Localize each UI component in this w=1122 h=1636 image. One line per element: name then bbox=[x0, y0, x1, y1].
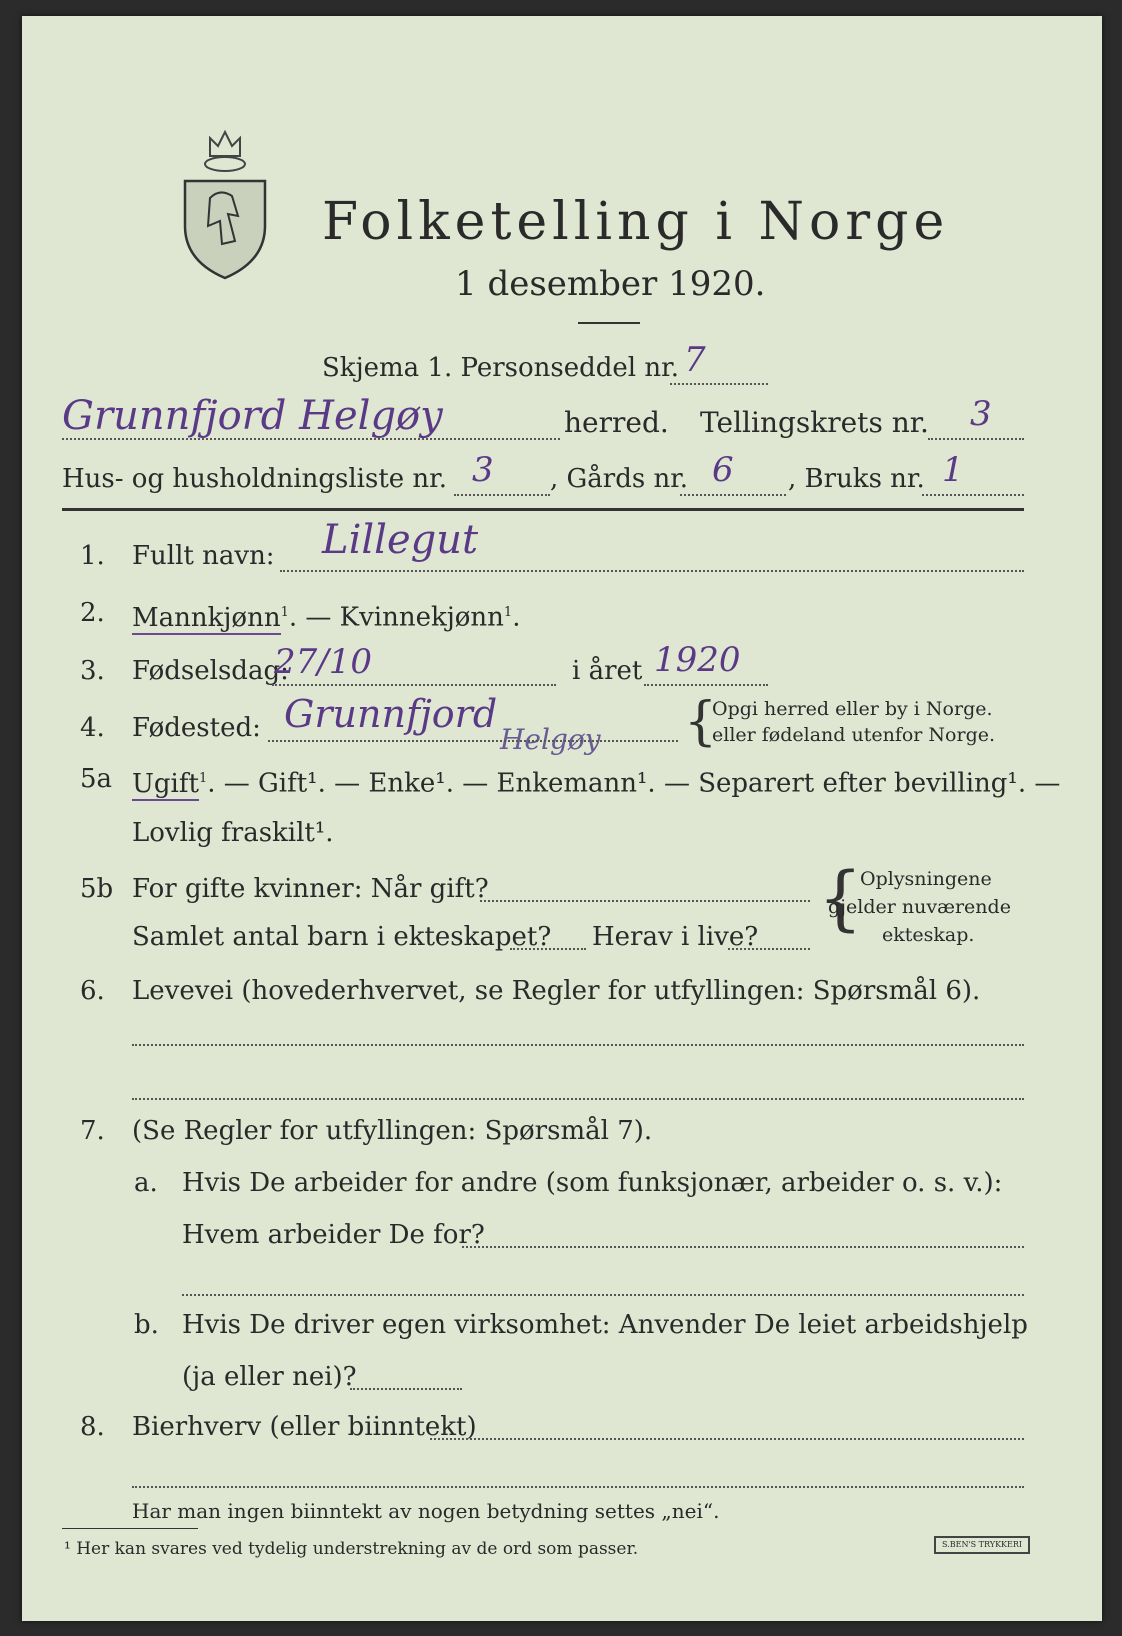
q5a-options[interactable]: Ugift$^1$. — Gift¹. — Enke¹. — Enkemann¹. — Separert efter bevilling¹. — bbox=[132, 768, 1061, 799]
q5b-note-2: gjelder nuværende bbox=[828, 896, 1011, 918]
q8-note: Har man ingen biinntekt av nogen betydning settes „nei“. bbox=[132, 1499, 720, 1523]
q5a-number: 5a bbox=[80, 764, 113, 794]
birth-year-field[interactable] bbox=[644, 684, 768, 686]
q7b-number: b. bbox=[134, 1310, 159, 1340]
tellingskrets-nr-value[interactable]: 3 bbox=[970, 394, 992, 434]
occupation-field-2[interactable] bbox=[132, 1098, 1024, 1100]
gards-nr-field[interactable] bbox=[680, 494, 786, 496]
birthplace-value[interactable]: Grunnfjord bbox=[284, 692, 498, 736]
side-income-field[interactable] bbox=[430, 1438, 1024, 1440]
q1-number: 1. bbox=[80, 541, 105, 571]
printer-stamp: S.BEN'S TRYKKERI bbox=[934, 1536, 1030, 1554]
hus-label: Hus- og husholdningsliste nr. bbox=[62, 464, 448, 494]
occupation-field-1[interactable] bbox=[132, 1044, 1024, 1046]
footnote-divider bbox=[62, 1528, 198, 1529]
birthdate-value[interactable]: 27/10 bbox=[274, 642, 372, 682]
herred-label: herred. bbox=[564, 406, 669, 439]
employer-field-2[interactable] bbox=[182, 1294, 1024, 1296]
q7b-label-2: (ja eller nei)? bbox=[182, 1362, 357, 1392]
title-divider bbox=[578, 322, 640, 324]
norway-coat-of-arms-icon bbox=[180, 126, 270, 281]
q6-label: Levevei (hovederhvervet, se Regler for utfyllingen: Spørsmål 6). bbox=[132, 976, 981, 1006]
q7-label: (Se Regler for utfyllingen: Spørsmål 7). bbox=[132, 1116, 653, 1146]
birth-year-value[interactable]: 1920 bbox=[654, 640, 741, 680]
census-form-page bbox=[22, 16, 1102, 1621]
q5a-line-2[interactable]: Lovlig fraskilt¹. bbox=[132, 818, 334, 848]
form-subtitle: 1 desember 1920. bbox=[455, 264, 766, 304]
full-name-value[interactable]: Lillegut bbox=[322, 517, 479, 563]
header-divider bbox=[62, 508, 1024, 511]
sex-option-male[interactable]: Mannkjønn bbox=[132, 602, 281, 633]
bruks-nr-value[interactable]: 1 bbox=[942, 450, 964, 490]
employer-field[interactable] bbox=[462, 1246, 1024, 1248]
q7a-label-2: Hvem arbeider De for? bbox=[182, 1220, 485, 1250]
q3-number: 3. bbox=[80, 656, 105, 686]
gards-nr-value[interactable]: 6 bbox=[712, 450, 734, 490]
skjema-label: Skjema 1. Personseddel nr. bbox=[322, 353, 679, 383]
birthdate-field[interactable] bbox=[272, 684, 556, 686]
marital-option-ugift[interactable]: Ugift bbox=[132, 768, 199, 799]
tellingskrets-label: Tellingskrets nr. bbox=[700, 406, 929, 439]
side-income-field-2[interactable] bbox=[132, 1486, 1024, 1488]
children-alive-field[interactable] bbox=[728, 948, 810, 950]
q7a-label: Hvis De arbeider for andre (som funksjonær, arbeider o. s. v.): bbox=[182, 1168, 1003, 1198]
q5b-label-married-when: For gifte kvinner: Når gift? bbox=[132, 874, 489, 904]
q7-number: 7. bbox=[80, 1116, 105, 1146]
tellingskrets-nr-field[interactable] bbox=[928, 438, 1024, 440]
personseddel-nr-value[interactable]: 7 bbox=[684, 340, 706, 380]
herred-name-field[interactable] bbox=[62, 438, 560, 440]
married-when-field[interactable] bbox=[480, 900, 810, 902]
marital-options-rest[interactable]: . — Gift¹. — Enke¹. — Enkemann¹. — Separert efter bevilling¹. — bbox=[207, 768, 1061, 799]
bruks-label: , Bruks nr. bbox=[788, 464, 925, 494]
q4-number: 4. bbox=[80, 713, 105, 743]
birthplace-value-2[interactable]: Helgøy bbox=[500, 723, 601, 756]
bruks-nr-field[interactable] bbox=[922, 494, 1024, 496]
children-total-field[interactable] bbox=[510, 948, 586, 950]
q5b-number: 5b bbox=[80, 874, 114, 904]
q3-label: Fødselsdag: bbox=[132, 656, 289, 686]
q7b-label: Hvis De driver egen virksomhet: Anvender De leiet arbeidshjelp bbox=[182, 1310, 1028, 1340]
form-title: Folketelling i Norge bbox=[322, 192, 950, 252]
q3-year-label: i året bbox=[572, 656, 643, 686]
q5b-brace: { bbox=[818, 857, 863, 939]
q5b-note-3: ekteskap. bbox=[882, 924, 975, 946]
hus-nr-value[interactable]: 3 bbox=[472, 450, 494, 490]
q5b-note-1: Oplysningene bbox=[860, 868, 992, 890]
personseddel-nr-field[interactable] bbox=[670, 383, 768, 385]
hus-nr-field[interactable] bbox=[454, 494, 550, 496]
q8-label: Bierhverv (eller biinntekt) bbox=[132, 1412, 477, 1442]
full-name-field[interactable] bbox=[280, 570, 1024, 572]
sex-option-female[interactable]: Kvinnekjønn bbox=[339, 602, 504, 633]
q2-sex-options[interactable]: Mannkjønn$^1$. — Kvinnekjønn$^1$. bbox=[132, 602, 521, 633]
q8-number: 8. bbox=[80, 1412, 105, 1442]
q1-label: Fullt navn: bbox=[132, 541, 275, 571]
q2-number: 2. bbox=[80, 598, 105, 628]
q5b-label-alive: Herav i live? bbox=[592, 922, 759, 952]
q5b-label-children: Samlet antal barn i ekteskapet? bbox=[132, 922, 552, 952]
q4-brace: { bbox=[684, 692, 718, 752]
sex-option-separator: . — bbox=[288, 602, 340, 633]
herred-name-value[interactable]: Grunnfjord Helgøy bbox=[62, 393, 443, 439]
q4-label: Fødested: bbox=[132, 713, 261, 743]
q7a-number: a. bbox=[134, 1168, 158, 1198]
gards-label: , Gårds nr. bbox=[550, 464, 689, 494]
q6-number: 6. bbox=[80, 976, 105, 1006]
hired-help-field[interactable] bbox=[350, 1388, 462, 1390]
birthplace-field[interactable] bbox=[268, 740, 678, 742]
q4-note-2: eller fødeland utenfor Norge. bbox=[712, 724, 996, 746]
footnote: ¹ Her kan svares ved tydelig understrekning av de ord som passer. bbox=[64, 1539, 639, 1559]
q4-note-1: Opgi herred eller by i Norge. bbox=[712, 698, 993, 720]
